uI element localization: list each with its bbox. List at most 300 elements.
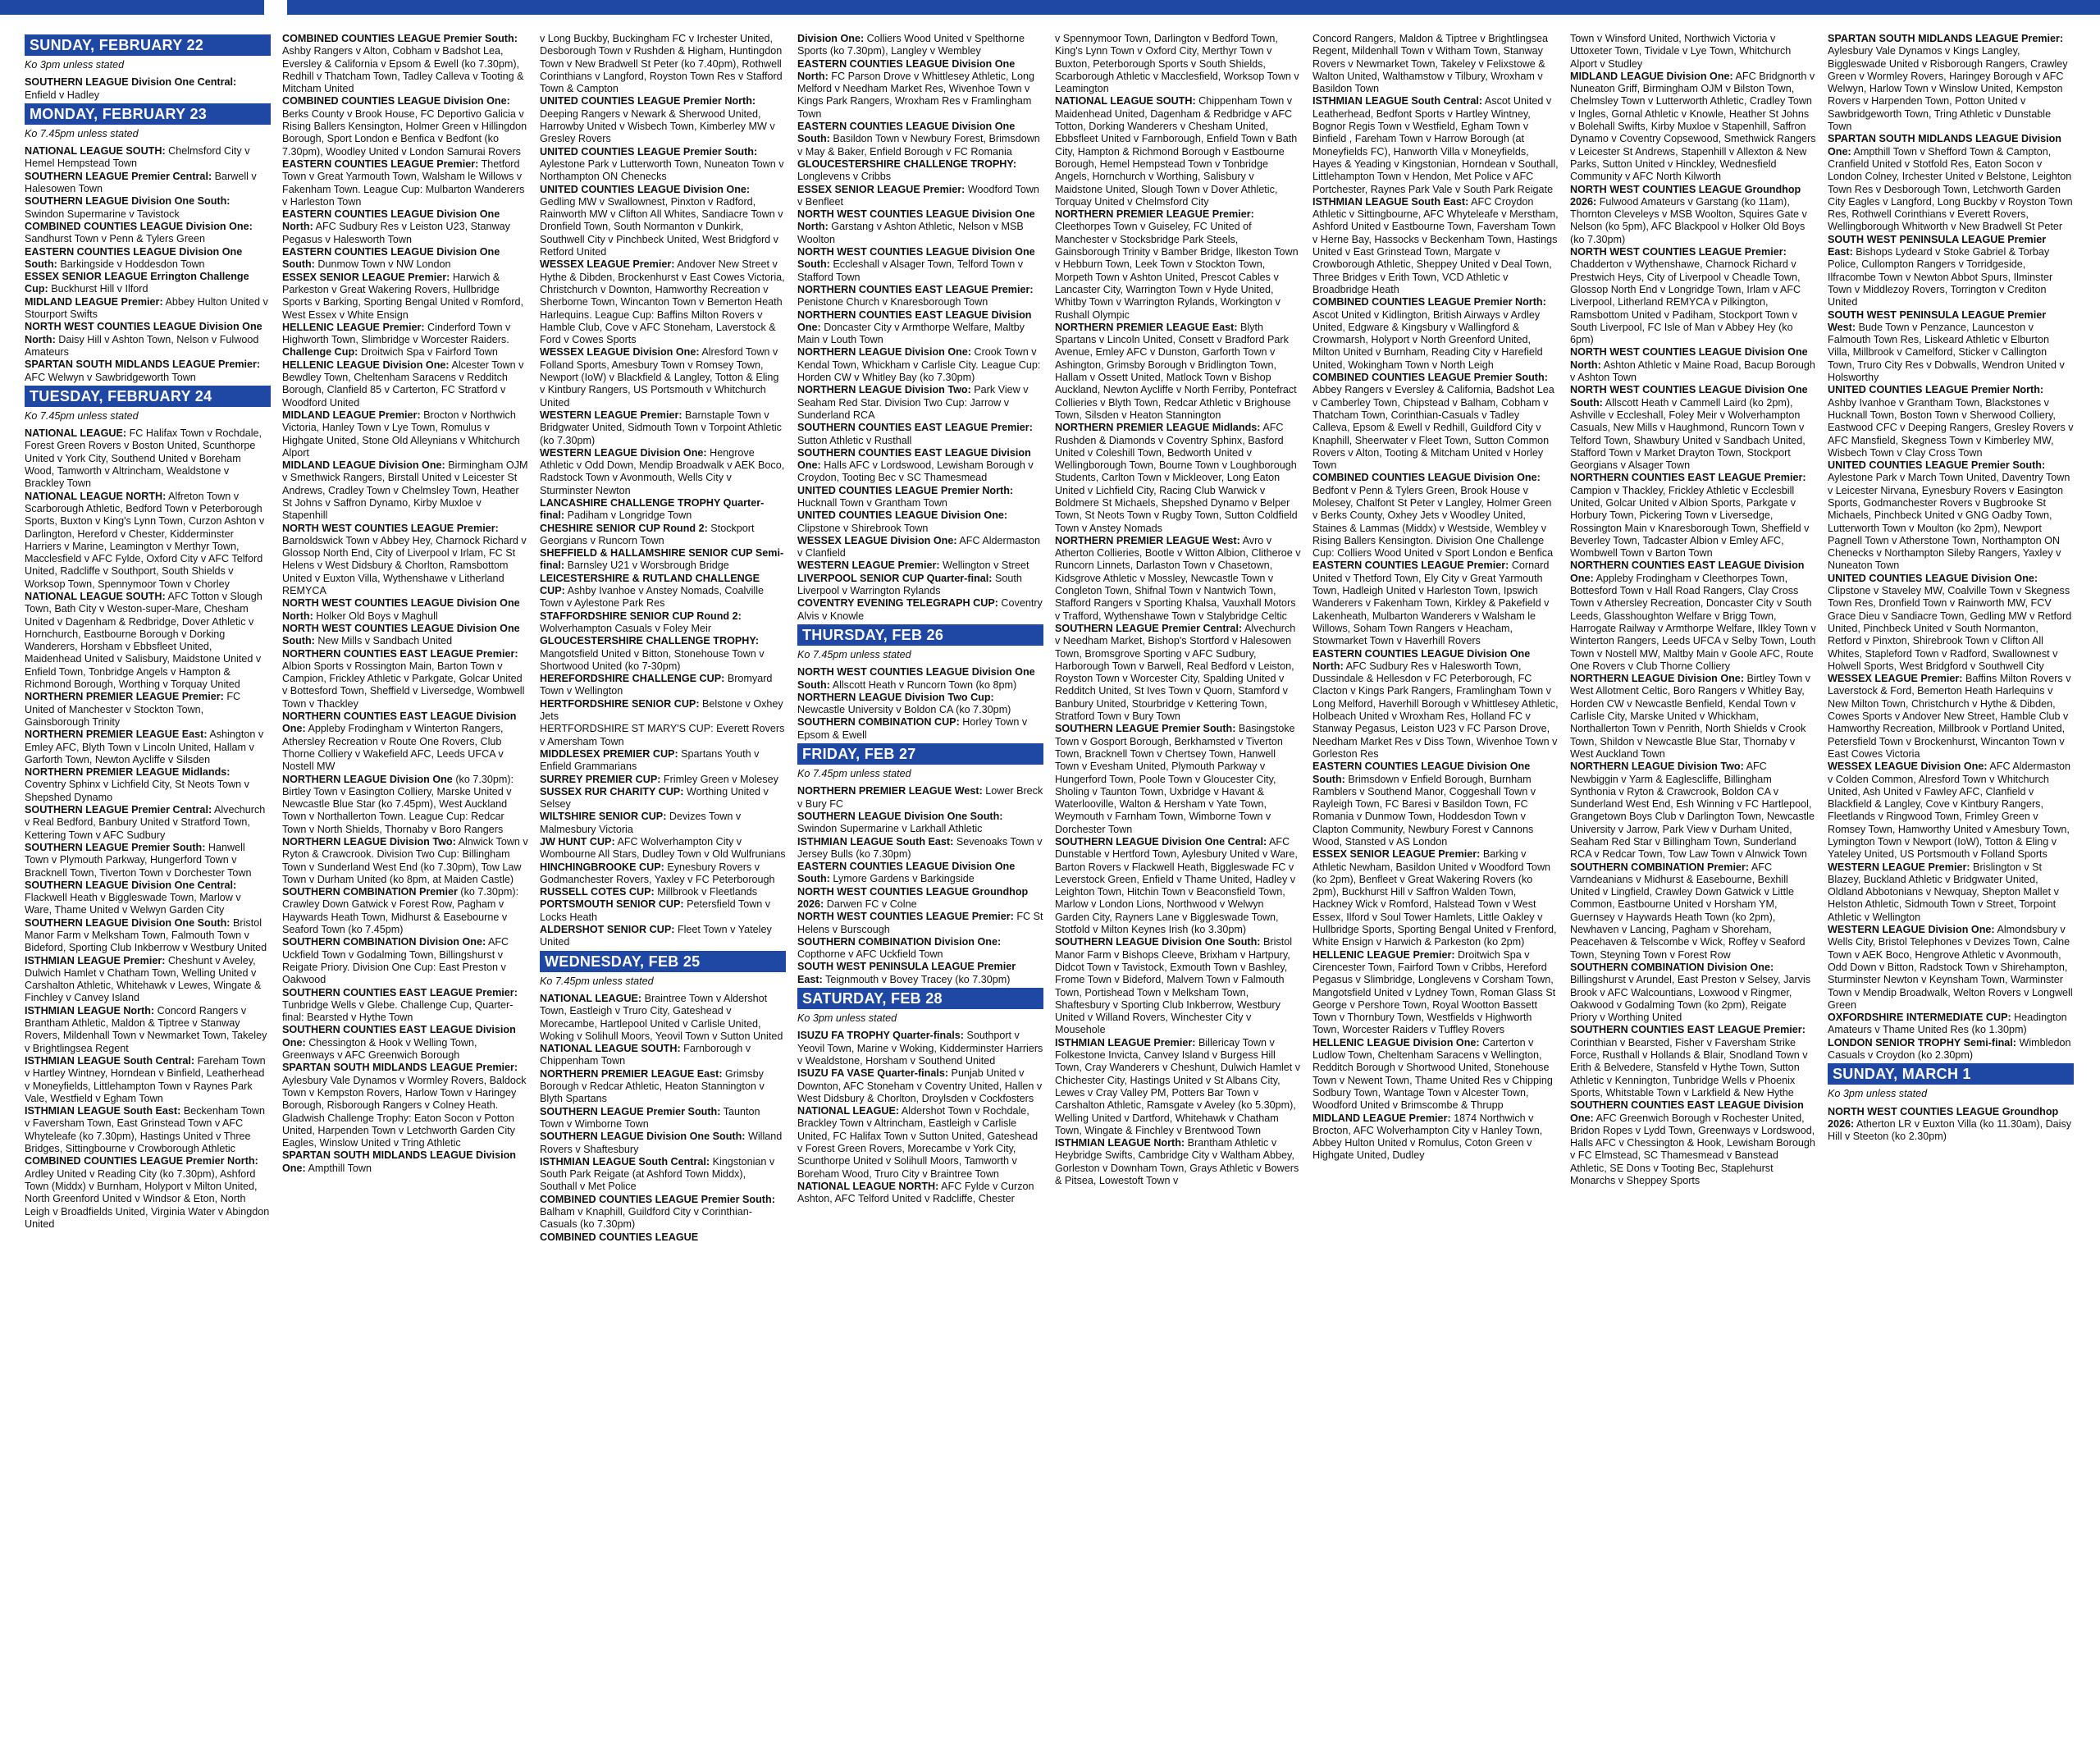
fixture-list: Ascot United v Kidlington, British Airways v Ardley United, Edgware & Kingsbury v Wallingford & Crowmarsh, Holyport v North Greenford United, Milton United v Burnham, Reading City v Harefield United, Wokingham Town v North Leigh: [1312, 308, 1543, 371]
fixture-column: [1055, 33, 1301, 1752]
fixture-entry: [797, 184, 1043, 209]
league-name: PORTSMOUTH SENIOR CUP:: [540, 898, 684, 911]
league-name: NORTHERN LEAGUE Division Two:: [282, 836, 456, 848]
league-name: HELLENIC LEAGUE Division One:: [1312, 1036, 1480, 1049]
fixture-list: Bristol Manor Farm v Melksham Town, Falmouth Town v Bideford, Sporting Club Inkberrow v Westbury United: [25, 916, 267, 954]
league-name: MIDLAND LEAGUE Division One:: [282, 459, 445, 472]
league-name: SOUTHERN LEAGUE Division One South:: [25, 916, 231, 929]
league-name: NORTHERN LEAGUE Division One:: [797, 346, 972, 359]
fixture-entry: [25, 321, 271, 359]
kickoff-note: Ko 3pm unless stated: [25, 59, 125, 71]
league-name: SOUTHERN LEAGUE Premier South:: [540, 1105, 721, 1117]
fixture-entry: [1312, 296, 1559, 372]
fixture-column: [25, 33, 271, 1752]
fixture-list: Carterton v Ludlow Town, Cheltenham Saracens v Wellington, Redditch Borough v Shortwood United, Stonehouse Town v Newent Town, Thame United Res v Chipping Sodbury Town, Wantage Town v Alcester Town, Woodford United v Brimscombe & Thrupp: [1312, 1036, 1553, 1112]
fixture-entry: [282, 95, 528, 158]
fixture-list: Eynesbury Rovers v Godmanchester Rovers, Yaxley v FC Peterborough: [540, 861, 775, 885]
league-name: SHEFFIELD & HALLAMSHIRE SENIOR CUP Semi-final:: [540, 547, 784, 572]
top-bar-gap: [264, 0, 287, 15]
fixture-entry: [797, 1067, 1043, 1105]
league-name: CHESHIRE SENIOR CUP Round 2:: [540, 522, 708, 534]
league-name: NATIONAL LEAGUE SOUTH:: [25, 145, 166, 158]
fixture-entry: [1828, 1106, 2074, 1144]
league-name: WESSEX LEAGUE Premier:: [540, 258, 675, 271]
fixture-list: Ashton Athletic v Maine Road, Bacup Borough v Ashton Town: [1570, 359, 1815, 384]
fixture-list: Deeping Rangers v Newark & Sherwood United, Harrowby United v Wisbech Town, Kimberley MW v Gresley Rovers: [540, 107, 775, 145]
fixture-list: Ardley United v Reading City (ko 7.30pm), Ashford Town (Middx) v Burnham, Holyport v Milton United, North Greenford United v Windsor & Eton, North Leigh v Broadfields United, Virginia Water v Abingdon United: [25, 1167, 270, 1230]
date-header: SATURDAY, FEB 28: [797, 988, 1043, 1009]
league-name: ISTHMIAN LEAGUE South East:: [25, 1105, 181, 1117]
fixture-entry: [797, 509, 1043, 535]
fixture-entry: [1570, 33, 1816, 71]
fixture-entry: [1055, 936, 1301, 1036]
league-name: SOUTHERN LEAGUE Premier South:: [25, 841, 206, 853]
fixture-entry: [1055, 33, 1301, 95]
league-name: NORTH WEST COUNTIES LEAGUE Premier:: [1570, 246, 1787, 258]
fixture-list: AFC Rushden & Diamonds v Coventry Sphinx, Basford United v Coleshill Town, Bedworth United v Wellingborough Town, Bourne Town v Loughborough Students, Carlton Town v Mickleover, Long Eaton United v Lichfield City, Racing Club Warwick v Boldmere St Michaels, Shepshed Dynamo v Belper Town, St Neots Town v Rugby Town, Sutton Coldfield Town v Anstey Nomads: [1055, 422, 1298, 534]
fixture-list: AFC Croydon Athletic v Sittingbourne, AFC Whyteleafe v Merstham, Ashford United v Eastbourne Town, Faversham Town v Herne Bay, Hassocks v Beckenham Town, Hastings United v East Grinstead Town, Margate v Crowborough Athletic, Sheppey United v Deal Town, Three Bridges v Erith Town, VCD Athletic v Broadbridge Heath: [1312, 195, 1559, 295]
fixture-list: AFC Newbiggin v Yarm & Eaglescliffe, Billingham Synthonia v Ryton & Crawcrook, Boldon CA v Sunderland West End, Esh Winning v FC Hartlepool, Grangetown Boys Club v Darlington Town, Newcastle University v Jarrow, Park View v Durham United, Seaham Red Star v Billingham Town, Sunderland RCA v Redcar Town, Tow Law Town v Alnwick Town: [1570, 761, 1815, 861]
kickoff-note: Ko 7.45pm unless stated: [540, 975, 654, 987]
fixture-entry: [540, 898, 786, 924]
league-name: NORTHERN LEAGUE Division Two Cup:: [797, 691, 994, 703]
fixture-list: Dunmow Town v NW London: [317, 258, 451, 271]
league-name: NATIONAL LEAGUE:: [540, 992, 642, 1004]
fixture-entry: [797, 121, 1043, 158]
fixture-entry: [797, 485, 1043, 510]
fixture-list: Bedfont v Penn & Tylers Green, Brook House v Molesey, Chalfont St Peter v Langley, Holmer Green v Berks County, Oxhey Jets v Woodley United, Staines & Lammas (Middx) v Westside, Wembley v Rising Ballers Kensington. Division One Challenge Cup: Colliers Wood United v Sport London e Benfica: [1312, 484, 1554, 560]
fixture-entry: [25, 1155, 271, 1231]
fixture-list: Chessington & Hook v Welling Town, Greenways v AFC Greenwich Borough: [282, 1036, 477, 1062]
fixture-list: Corinthian v Bearsted, Fisher v Faversham Strike Force, Rusthall v Hollands & Blair, Snodland Town v Erith & Belvedere, Stansfeld v Hythe Town, Sutton Athletic v Kennington, Tunbridge Wells v Phoenix Sports, Whitstable Town v Larkfield & New Hythe: [1570, 1036, 1808, 1099]
fixture-list: FC Halifax Town v Rochdale, Forest Green Rovers v Boston United, Scunthorpe United v York City, Southend United v Boreham Wood, Tamworth v Altrincham, Wealdstone v Brackley Town: [25, 427, 262, 490]
league-name: UNITED COUNTIES LEAGUE Premier North:: [540, 95, 756, 107]
league-name: NORTH WEST COUNTIES LEAGUE Division One North:: [25, 321, 262, 345]
fixture-list: Albion Sports v Rossington Main, Barton Town v Campion, Frickley Athletic v Parkgate, Golcar United v Bottesford Town, Sheffield v Liversedge, Wombwell Town v Thackley: [282, 660, 525, 710]
fixture-list: Alvechurch v Needham Market, Bishop's Stortford v Halesowen Town, Bromsgrove Sporting v AFC Sudbury, Harborough Town v Barwell, Real Bedford v Leiston, Royston Town v Worcester City, Spalding United v Redditch United, St Ives Town v Quorn, Stamford v Banbury United, Stourbridge v Kettering Town, Stratford Town v Bury Town: [1055, 622, 1296, 723]
league-name: NORTHERN PREMIER LEAGUE East:: [540, 1067, 723, 1080]
fixture-list: Alnwick Town v Ryton & Crawcrook. Division Two Cup: Billingham Town v Sunderland West End (ko 7.30pm), Tow Law Town v Durham United (ko 8pm, at Maiden Castle): [282, 836, 528, 885]
fixture-entry: [797, 535, 1043, 560]
league-name: WESSEX LEAGUE Division One:: [797, 534, 957, 546]
league-name: SOUTHERN COUNTIES EAST LEAGUE Premier:: [1570, 1024, 1806, 1036]
fixture-list: Hengrove Athletic v Odd Down, Mendip Broadwalk v AEK Boco, Radstock Town v Avonmouth, Wells City v Sturminster Newton: [540, 446, 785, 496]
fixture-list: FC St Helens v Burscough: [797, 911, 1043, 935]
fixture-entry: [1312, 372, 1559, 472]
league-name: JW HUNT CUP:: [540, 836, 615, 848]
league-name: HELLENIC LEAGUE Premier:: [1312, 948, 1455, 961]
fixture-entry: [1828, 761, 2074, 861]
fixture-list: Bromyard Town v Wellington: [540, 673, 773, 697]
fixture-entry: [1312, 95, 1559, 195]
league-name: SOUTHERN COMBINATION CUP:: [797, 716, 960, 729]
league-name: NORTH WEST COUNTIES LEAGUE Division One North:: [282, 597, 520, 622]
league-name: NORTH WEST COUNTIES LEAGUE Groundhop 2026:: [1570, 183, 1801, 208]
fixture-list: Cleethorpes Town v Guiseley, FC United of Manchester v Stocksbridge Park Steels, Gainsborough Trinity v Bamber Bridge, Ilkeston Town v Hebburn Town, Leek Town v Stockton Town, Morpeth Town v Ashton United, Prescot Cables v Lancaster City, Warrington Town v Hyde United, Whitby Town v Warrington Rylands, Workington v Rushall Olympic: [1055, 221, 1299, 321]
fixture-entry: [540, 610, 786, 636]
fixture-list: Millbrook v Fleetlands: [657, 886, 758, 898]
fixture-list: Punjab United v Downton, AFC Stoneham v Coventry United, Hallen v West Didsbury & Chorlton, Droylsden v Cockfosters: [797, 1067, 1043, 1104]
fixture-list: Bude Town v Penzance, Launceston v Falmouth Town Res, Liskeard Athletic v Elburton Villa, Millbrook v Camelford, Sticker v Callington Town, Truro City Res v Dobwalls, Wendron United v Holsworthy: [1828, 321, 2065, 384]
league-name: NATIONAL LEAGUE SOUTH:: [540, 1043, 681, 1055]
fixture-list: Aylesbury Vale Dynamos v Kings Langley, Biggleswade United v Risborough Rangers, Crawley Green v Wormley Rovers, Haringey Borough v AFC Welwyn, Harlow Town v Winslow United, Kempston Rovers v Harpenden Town, Potton United v Sawbridgeworth Town, Tring Athletic v Dunstable Town: [1828, 45, 2068, 133]
fixture-list: Ampthill Town: [308, 1162, 372, 1174]
league-name: NORTHERN PREMIER LEAGUE East:: [1055, 321, 1238, 333]
league-name: ISTHMIAN LEAGUE Premier:: [25, 954, 166, 966]
kickoff-note: Ko 3pm unless stated: [797, 1012, 897, 1025]
fixture-list: Cheshunt v Aveley, Dulwich Hamlet v Chatham Town, Welling United v Carshalton Athletic, Whitehawk v Lewes, Wingate & Finchley v Canvey Island: [25, 954, 262, 1004]
fixture-entry: [1570, 246, 1816, 346]
fixture-entry: [540, 673, 786, 698]
fixture-list: (ko 7.30pm): Crawley Down Gatwick v Forest Row, Pagham v Haywards Heath Town, Midhurst & Easebourne v Seaford Town (ko 7.45pm): [282, 886, 519, 936]
fixture-entry: [282, 246, 528, 272]
fixture-entry: [797, 716, 1043, 742]
fixture-list: Allscott Heath v Cammell Laird (ko 2pm), Ashville v Eccleshall, Foley Meir v Wolverhampton Casuals, New Mills v Haughmond, Runcorn Town v Telford Town, Shawbury United v Sandbach United, Stafford Town v Market Drayton Town, Stockport Georgians v Alsager Town: [1570, 396, 1806, 472]
fixture-entry: [1055, 208, 1301, 322]
league-name: NORTHERN COUNTIES EAST LEAGUE Premier:: [282, 647, 518, 660]
fixture-entry: [25, 171, 271, 196]
fixture-list: v Long Buckby, Buckingham FC v Irchester United, Desborough Town v Rushden & Higham, Huntingdon Town v New Bradwell St Peter (ko 7.40pm), Rothwell Corinthians v Langford, Royston Town Res v Stafford Town & Campton: [540, 33, 783, 95]
fixture-entry: [540, 786, 786, 811]
league-name: MIDLAND LEAGUE Premier:: [25, 295, 163, 308]
league-name: SOUTHERN LEAGUE Division One Central:: [25, 76, 237, 89]
fixture-list: Andover New Street v Hythe & Dibden, Brockenhurst v East Cowes Victoria, Christchurch v Downton, Hamworthy Recreation v Sherborne Town, Wincanton Town v Bemerton Heath Harlequins. League Cup: Baffins Milton Rovers v Hamble Club, Cove v AFC Stoneham, Laverstock & Ford v Cowes Sports: [540, 258, 785, 346]
fixture-list: Longlevens v Cribbs: [797, 171, 892, 183]
fixture-list: New Mills v Sandbach United: [317, 635, 453, 647]
fixture-entry: [797, 666, 1043, 692]
fixture-list: AFC Sudbury Res v Halesworth Town, Dussindale & Hellesdon v FC Peterborough, FC Clacton v Kings Park Rangers, Framlingham Town v Long Melford, Haverhill Borough v Whittlesey Athletic, Holbeach United v Wroxham Res, Holland FC v Stanway Pegasus, Leiston U23 v FC Parson Drove, Needham Market Res v Diss Town, Wivenhoe Town v Gorleston Res: [1312, 660, 1559, 760]
league-name: UNITED COUNTIES LEAGUE Premier South:: [540, 145, 758, 158]
league-name: NORTHERN LEAGUE Division Two:: [797, 384, 971, 396]
fixture-list: Aylestone Park v Lutterworth Town, Nuneaton Town v Northampton ON Chenecks: [540, 158, 784, 183]
fixture-list: Barnstaple Town v Bridgwater United, Sidmouth Town v Torpoint Athletic (ko 7.30pm): [540, 409, 782, 446]
fixture-entry: [540, 774, 786, 786]
fixture-entry: [797, 33, 1043, 58]
fixture-column: [540, 33, 786, 1752]
league-name: SPARTAN SOUTH MIDLANDS LEAGUE Division One:: [1828, 133, 2062, 158]
league-name: WILTSHIRE SENIOR CUP:: [540, 811, 667, 823]
league-name: NATIONAL LEAGUE SOUTH:: [25, 590, 166, 602]
fixture-entry: [1312, 648, 1559, 761]
fixture-entry: [1570, 673, 1816, 761]
fixture-entry: [797, 422, 1043, 447]
fixture-list: AFC Aldermaston v Colden Common, Alresford Town v Whitchurch United, Ash United v Fawley AFC, Clanfield v Blackfield & Langley, Cove v Kintbury Rangers, Fleetlands v Ringwood Town, Frimley Green v Romsey Town, Hamworthy United v Amesbury Town, Lymington Town v Newport (IoW), Totton & Eling v Yateley United, US Portsmouth v Folland Sports: [1828, 761, 2071, 861]
fixture-list: Billingshurst v Arundel, East Preston v Selsey, Jarvis Brook v AFC Walcountians, Loxwood v Ringmer, Oakwood v Godalming Town (ko 2pm), Reigate Priory v Worthing United: [1570, 974, 1811, 1024]
fixture-list: Fleet Town v Yateley United: [540, 924, 772, 948]
fixture-entry: [797, 346, 1043, 384]
fixture-entry: [540, 748, 786, 774]
league-name: EASTERN COUNTIES LEAGUE Premier:: [282, 158, 479, 170]
league-name: COMBINED COUNTIES LEAGUE Division One:: [25, 220, 253, 232]
fixture-list: AFC Aldermaston v Clanfield: [797, 534, 1041, 560]
league-name: NORTH WEST COUNTIES LEAGUE Division One South:: [797, 246, 1035, 271]
league-name: ISTHMIAN LEAGUE South East:: [797, 835, 954, 848]
league-name: NORTH WEST COUNTIES LEAGUE Division One South:: [282, 622, 520, 647]
fixture-entry: [282, 409, 528, 459]
fixture-list: AFC Wolverhampton City v Wombourne All Stars, Dudley Town v Old Wulfrunians: [540, 836, 786, 861]
fixture-list: Concord Rangers v Brantham Athletic, Maldon & Tiptree v Stanway Rovers, Mildenhall Town v Newmarket Town, Takeley v Brightlingsea Regent: [25, 1004, 267, 1054]
fixture-entry: [282, 208, 528, 246]
fixture-list: Chelmsford City v Hemel Hempstead Town: [25, 145, 250, 170]
fixture-entry: [540, 447, 786, 497]
fixture-list: Cinderford Town v Highworth Town, Slimbridge v Worcester Raiders.: [282, 321, 511, 346]
date-header: MONDAY, FEBRUARY 23: [25, 103, 271, 125]
fixture-entry: [797, 384, 1043, 422]
fixture-list: Atherton LR v Euxton Villa (ko 11.30am), Daisy Hill v Steeton (ko 2.30pm): [1828, 1117, 2072, 1143]
league-name: SOUTH WEST PENINSULA LEAGUE Premier East:: [797, 961, 1016, 985]
kickoff-note: Ko 7.45pm unless stated: [25, 127, 139, 139]
fixture-list: Avro v Atherton Collieries, Bootle v Witton Albion, Clitheroe v Runcorn Linnets, Darlaston Town v Chasetown, Kidsgrove Athletic v Mossley, Newcastle Town v Congleton Town, Shifnal Town v Nantwich Town, Stafford Rangers v Sporting Khalsa, Vauxhall Motors v Trafford, Wythenshawe Town v Stalybridge Celtic: [1055, 534, 1301, 622]
fixture-entry: [1570, 560, 1816, 673]
league-name: ISUZU FA TROPHY Quarter-finals:: [797, 1030, 964, 1042]
fixture-entry: [282, 886, 528, 936]
fixture-list: Taunton Town v Wimborne Town: [540, 1105, 760, 1130]
fixture-list: Penistone Church v Knaresborough Town: [797, 296, 988, 308]
fixture-list: AFC Dunstable v Hertford Town, Aylesbury United v Ware, Barton Rovers v Flackwell Heath, Biggleswade FC v Leverstock Green, Enfield v Thame United, Hadley v Leighton Town, Hitchin Town v Beaconsfield Town, Marlow v London Lions, Northwood v Welwyn Garden City, Rayners Lane v Biggleswade Town, Stotfold v Milton Keynes Irish (ko 3.30pm): [1055, 836, 1298, 936]
fixture-entry: [1055, 723, 1301, 836]
fixture-list: Eccleshall v Alsager Town, Telford Town v Stafford Town: [797, 258, 1024, 283]
league-name: SUSSEX RUR CHARITY CUP:: [540, 785, 684, 797]
fixture-entry: [1312, 196, 1559, 296]
league-name: EASTERN COUNTIES LEAGUE Division One South:: [282, 246, 500, 271]
league-name: LONDON SENIOR TROPHY Semi-final:: [1828, 1036, 2016, 1049]
top-blue-bar: [0, 0, 2100, 15]
fixture-entry: [797, 861, 1043, 886]
league-name: HERTFORDSHIRE SENIOR CUP:: [540, 697, 700, 710]
kickoff-note: Ko 7.45pm unless stated: [797, 768, 911, 780]
fixture-entry: [1828, 459, 2074, 573]
fixture-entry: [540, 635, 786, 673]
league-name: WESTERN LEAGUE Premier:: [797, 560, 940, 572]
league-name: EASTERN COUNTIES LEAGUE Division One South:: [25, 245, 243, 270]
fixture-entry: [282, 346, 528, 359]
fixture-entry: [540, 1131, 786, 1156]
fixture-entry: [25, 145, 271, 171]
fixture-list: Barwell v Halesowen Town: [25, 170, 257, 195]
league-name: SOUTH WEST PENINSULA LEAGUE Premier West:: [1828, 308, 2047, 333]
fixture-list: Cornard United v Thetford Town, Ely City v Great Yarmouth Town, Hadleigh United v Harleston Town, Ipswich Wanderers v Fakenham Town, Kirkley & Pakefield v Lakenheath, Mulbarton Wanderers v Walsham le Willows, Soham Town Rangers v Heacham, Stowmarket Town v Haverhill Rovers: [1312, 560, 1550, 647]
kickoff-note: Ko 3pm unless stated: [1828, 1088, 1928, 1100]
fixture-list: Sevenoaks Town v Jersey Bulls (ko 7.30pm): [797, 835, 1043, 860]
fixture-entry: [540, 723, 786, 748]
league-name: NORTHERN COUNTIES EAST LEAGUE Premier:: [1570, 472, 1806, 484]
fixture-list: FC Parson Drove v Whittlesey Athletic, Long Melford v Needham Market Res, Wivenhoe Town v Kings Park Rangers, Wroxham Res v Framlingham Town: [797, 70, 1035, 120]
fixture-column: [797, 33, 1043, 1752]
fixture-list: Southport v Yeovil Town, Marine v Woking, Kidderminster Harriers v Wealdstone, Horsham v Southend United: [797, 1030, 1043, 1067]
fixture-entry: [25, 591, 271, 691]
league-name: STAFFORDSHIRE SENIOR CUP Round 2:: [540, 610, 742, 622]
league-name: SOUTHERN LEAGUE Premier Central:: [1055, 622, 1243, 634]
league-name: NATIONAL LEAGUE NORTH:: [25, 490, 167, 502]
fixture-entry: [797, 284, 1043, 309]
fixture-list: Berks County v Brook House, FC Deportivo Galicia v Rising Ballers Kensington, Holmer Green v Hillingdon Borough, Sport London e Benfica v Bedfont (ko 7.30pm), Woodley United v London Samurai Rovers: [282, 107, 527, 158]
date-header: THURSDAY, FEB 26: [797, 624, 1043, 646]
league-name: MIDLAND LEAGUE Premier:: [282, 409, 421, 421]
league-name: NORTHERN PREMIER LEAGUE Premier:: [1055, 208, 1254, 221]
fixture-entry: [1312, 1113, 1559, 1163]
fixture-entry: [1570, 962, 1816, 1024]
fixture-entry: [25, 271, 271, 296]
fixture-entry: [1055, 422, 1301, 535]
fixture-list: FC United of Manchester v Stockton Town, Gainsborough Trinity: [25, 691, 241, 728]
fixture-list: Garstang v Ashton Athletic, Nelson v MSB Woolton: [797, 221, 1024, 245]
league-name: ESSEX SENIOR LEAGUE Errington Challenge Cup:: [25, 271, 249, 295]
fixture-entry: [797, 597, 1043, 623]
fixture-entry: [540, 886, 786, 898]
fixture-entry: [1055, 1037, 1301, 1137]
fixture-entry: [797, 58, 1043, 121]
fixture-entry: [540, 1043, 786, 1068]
fixture-entry: [282, 623, 528, 648]
fixture-entry: [540, 33, 786, 95]
league-name: NORTHERN LEAGUE Division Two:: [1570, 761, 1744, 773]
fixture-list: Padiham v Longridge Town: [567, 509, 692, 522]
league-name: WESTERN LEAGUE Premier:: [540, 409, 682, 421]
league-name: Division One:: [797, 33, 865, 44]
fixture-entry: [1312, 949, 1559, 1037]
fixture-column: [282, 33, 528, 1752]
league-name: COVENTRY EVENING TELEGRAPH CUP:: [797, 597, 998, 610]
fixture-list: Frimley Green v Molesey: [663, 773, 778, 785]
fixture-entry: [540, 861, 786, 887]
league-name: SOUTHERN LEAGUE Division One South:: [1055, 936, 1261, 948]
fixture-list: Droitwich Spa v Cirencester Town, Fairford Town v Cribbs, Hereford Pegasus v Slimbridge, Longlevens v Corsham Town, Mangotsfield United v Lydney Town, Roman Glass St George v Pershore Town, Royal Wootton Bassett Town v Thornbury Town, Westfields v Highworth Town, Worcester Raiders v Tuffley Rovers: [1312, 948, 1556, 1036]
fixture-list: Ashby Rangers v Alton, Cobham v Badshot Lea, Eversley & California v Epsom & Ewell (ko 7.30pm), Redhill v Thatcham Town, Tadley Calleva v Tooting & Mitcham United: [282, 45, 524, 95]
kickoff-note: Ko 7.45pm unless stated: [25, 409, 139, 422]
fixture-list: Ashby Ivanhoe v Grantham Town, Blackstones v Hucknall Town, Boston Town v Sherwood Colliery, Eastwood CFC v Deeping Rangers, Gresley Rovers v AFC Mansfield, Skegness Town v Kimberley MW, Wisbech Town v Clay Cross Town: [1828, 396, 2074, 459]
fixture-list: Fareham Town v Hartley Wintney, Horndean v Binfield, Leatherhead v Moneyfields, Littlehampton Town v Raynes Park Vale, Westfield v Egham Town: [25, 1054, 266, 1104]
fixture-list: Enfield v Hadley: [25, 89, 100, 101]
fixture-entry: [1828, 673, 2074, 761]
fixture-entry: [540, 836, 786, 861]
fixture-entry: [1828, 861, 2074, 924]
fixture-entry: [540, 346, 786, 409]
fixture-entry: [540, 258, 786, 346]
fixture-entry: [282, 1149, 528, 1175]
fixture-list: Almondsbury v Wells City, Bristol Telephones v Devizes Town, Calne Town v AEK Boco, Hengrove Athletic v Avonmouth, Odd Down v Bitton, Radstock Town v Shirehampton, Sturminster Newton v Keynsham Town, Warminster Town v Mendip Broadwalk, Welton Rovers v Longwell Green: [1828, 924, 2073, 1011]
fixture-list: Alcester Town v Bewdley Town, Cheltenham Saracens v Redditch Borough, Clanfield 85 v Carterton, FC Stratford v Woodford United: [282, 359, 524, 409]
league-name: SOUTHERN COMBINATION Premier: [282, 886, 458, 898]
league-name: COMBINED COUNTIES LEAGUE Premier North:: [25, 1155, 258, 1167]
fixture-entry: [797, 811, 1043, 836]
league-name: COMBINED COUNTIES LEAGUE Division One:: [282, 95, 510, 107]
league-name: NORTH WEST COUNTIES LEAGUE Division One North:: [1570, 346, 1808, 371]
fixture-list: AFC Fylde v Curzon Ashton, AFC Telford United v Radcliffe, Chester: [797, 1180, 1034, 1205]
fixture-entry: [540, 1156, 786, 1194]
league-name: MIDLAND LEAGUE Division One:: [1570, 70, 1733, 82]
fixture-entry: [797, 246, 1043, 284]
fixture-entry: [1828, 1037, 2074, 1062]
league-name: NORTHERN COUNTIES EAST LEAGUE Division One:: [797, 308, 1032, 333]
fixture-entry: [797, 1030, 1043, 1067]
fixture-list: Town v Winsford United, Northwich Victoria v Uttoxeter Town, Tividale v Lye Town, Whitchurch Alport v Studley: [1570, 33, 1792, 70]
league-name: SOUTHERN COUNTIES EAST LEAGUE Premier:: [282, 986, 518, 998]
fixture-entry: [25, 1105, 271, 1155]
fixture-entry: [540, 409, 786, 447]
fixture-list: Bristol Manor Farm v Bishops Cleeve, Brixham v Hartpury, Didcot Town v Tavistock, Exmouth Town v Bashley, Frome Town v Bideford, Malvern Town v Falmouth Town, Portishead Town v Melksham Town, Shaftesbury v Sporting Club Inkberrow, Westbury United v Willand Rovers, Winchester City v Mousehole: [1055, 936, 1292, 1036]
league-name: NORTHERN COUNTIES EAST LEAGUE Premier:: [797, 283, 1034, 295]
fixture-list: Brimsdown v Enfield Borough, Burnham Ramblers v Southend Manor, Coggeshall Town v Rayleigh Town, FC Baresi v Basildon Town, FC Romania v Dunmow Town, Hoddesdon Town v Clapton Community, Newbury Forest v Cannons Wood, Stansted v AS London: [1312, 773, 1536, 848]
fixture-list: Teignmouth v Bovey Tracey (ko 7.30pm): [825, 973, 1011, 985]
league-name: NORTH WEST COUNTIES LEAGUE Groundhop 2026:: [1828, 1105, 2059, 1130]
league-name: COMBINED COUNTIES LEAGUE Premier North:: [1312, 296, 1546, 308]
fixture-list: Stockport Georgians v Runcorn Town: [540, 522, 755, 546]
fixture-list: Concord Rangers, Maldon & Tiptree v Brightlingsea Regent, Mildenhall Town v Witham Town, Stanway Rovers v Newmarket Town, Takeley v Felixstowe & Walton United, Walthamstow v Tilbury, Wroxham v Basildon Town: [1312, 33, 1549, 95]
fixture-entry: [540, 1194, 786, 1231]
fixture-list: Billericay Town v Folkestone Invicta, Canvey Island v Burgess Hill Town, Cray Wanderers v Cheshunt, Dulwich Hamlet v Chichester City, Hastings United v St Albans City, Lewes v Cray Valley PM, Potters Bar Town v Carshalton Athletic, Ramsgate v Aveley (ko 5.30pm), Welling United v Dartford, Whitehawk v Chatham Town, Wingate & Finchley v Brentwood Town: [1055, 1036, 1301, 1136]
fixture-list: Farnborough v Chippenham Town: [540, 1043, 751, 1067]
fixture-entry: [797, 692, 1043, 717]
fixture-list: Hanwell Town v Plymouth Parkway, Hungerford Town v Bracknell Town, Tiverton Town v Dorchester Town: [25, 841, 252, 879]
league-name: EASTERN COUNTIES LEAGUE Division One North:: [1312, 647, 1531, 672]
league-name: SOUTHERN LEAGUE Premier Central:: [25, 804, 212, 816]
fixture-list: Barnoldswick Town v Abbey Hey, Charnock Richard v Glossop North End, City of Liverpool v Irlam, FC St Helens v West Didsbury & Chorlton, Ramsbottom United v Euxton Villa, Wythenshawe v Litherland REMYCA: [282, 534, 527, 597]
league-name: HINCHINGBROOKE CUP:: [540, 861, 664, 873]
fixture-entry: [25, 917, 271, 955]
fixture-entry: [540, 95, 786, 145]
fixture-list: Copthorne v AFC Uckfield Town: [797, 948, 943, 961]
league-name: WESSEX LEAGUE Division One:: [1828, 761, 1988, 773]
date-header: TUESDAY, FEBRUARY 24: [25, 386, 271, 407]
fixture-entry: [1570, 184, 1816, 246]
fixture-list: Clipstone v Staveley MW, Coalville Town v Skegness Town Res, Dronfield Town v Rainworth MW, FCV Grace Dieu v Sandiacre Town, Gedling MW v Retford United, Pinchbeck United v South Normanton, Retford v Pinxton, Shirebrook Town v Clifton All Whites, Stapleford Town v Radford, Swallownest v Holwell Sports, West Bridgford v Southwell City: [1828, 585, 2072, 672]
league-name: UNITED COUNTIES LEAGUE Division One:: [540, 183, 751, 195]
fixture-entry: [1055, 95, 1301, 208]
fixture-list: Basildon Town v Newbury Forest, Brimsdown v May & Baker, Enfield Borough v FC Romania: [797, 133, 1040, 158]
fixture-list: Grimsby Borough v Redcar Athletic, Heaton Stannington v Blyth Spartans: [540, 1067, 765, 1105]
fixture-entry: [1055, 535, 1301, 623]
fixture-list: Swindon Supermarine v Larkhall Athletic: [797, 823, 983, 835]
fixture-list: Mangotsfield United v Bitton, Stonehouse Town v Shortwood United (ko 7-30pm): [540, 647, 765, 672]
fixture-entry: [1828, 384, 2074, 459]
league-name: COMBINED COUNTIES LEAGUE Premier South:: [540, 1193, 775, 1205]
fixture-list: Chippenham Town v Maidenhead United, Dagenham & Redbridge v AFC Totton, Dorking Wanderers v Chesham United, Ebbsfleet United v Farnborough, Enfield Town v Bath City, Hampton & Richmond Borough v Eastbourne Borough, Hemel Hempstead Town v Tonbridge Angels, Hornchurch v Worthing, Salisbury v Maidstone United, Slough Town v Dover Athletic, Torquay United v Chelmsford City: [1055, 95, 1298, 208]
league-name: NORTHERN COUNTIES EAST LEAGUE Division One:: [1570, 560, 1805, 584]
fixture-list: Alvechurch v Real Bedford, Banbury United v Stratford Town, Kettering Town v AFC Sudbury: [25, 804, 266, 841]
fixture-list: Baffins Milton Rovers v Laverstock & Ford, Bemerton Heath Harlequins v New Milton Town, Christchurch v Hythe & Dibden, Cowes Sports v Andover New Street, Hamble Club v Hamworthy Recreation, Millbrook v Portland United, Petersfield Town v Brockenhurst, Wincanton Town v East Cowes Victoria: [1828, 673, 2071, 760]
league-name: ISTHMIAN LEAGUE South Central:: [25, 1054, 195, 1067]
fixture-entry: [282, 33, 528, 95]
league-name: ESSEX SENIOR LEAGUE Premier:: [1312, 848, 1481, 861]
fixture-list: Ashington v Emley AFC, Blyth Town v Lincoln United, Hallam v Garforth Town, Newton Aycliffe v Silsden: [25, 729, 264, 765]
fixture-entry: [282, 523, 528, 598]
league-name: SPARTAN SOUTH MIDLANDS LEAGUE Premier:: [25, 359, 261, 371]
league-name: SOUTHERN LEAGUE Division One Central:: [1055, 836, 1267, 848]
fixture-list: Sutton Athletic v Rusthall: [797, 434, 912, 446]
fixture-list: 1874 Northwich v Brocton, AFC Wolverhampton City v Hanley Town, Abbey Hulton United v Romulus, Coton Green v Highgate United, Dudley: [1312, 1112, 1543, 1162]
fixture-list: AFC Greenwich Borough v Rochester United, Bridon Ropes v Lydd Town, Greenways v Lordswood, Halls AFC v Chessington & Hook, Lewisham Borough v FC Elmstead, SC Thamesmead v Banstead Athletic, SE Dons v Tooting Bec, Staplehurst Monarchs v Sheppey Sports: [1570, 1112, 1815, 1187]
fixture-entry: [540, 698, 786, 724]
fixture-list: Brocton v Northwich Victoria, Hanley Town v Lye Town, Romulus v Highgate United, Stone Old Alleynians v Whitchurch Alport: [282, 409, 520, 459]
fixture-entry: [282, 936, 528, 986]
fixture-entry: [797, 886, 1043, 911]
fixture-list: Abbey Rangers v Eversley & California, Badshot Lea v Camberley Town, Chipstead v Balham, Cobham v Thatcham Town, Corinthian-Casuals v Tadley Calleva, Epsom & Ewell v Redhill, Guildford City v Knaphill, Sheerwater v Fleet Town, Sutton Common Rovers v Alton, Tooting & Mitcham United v Horley Town: [1312, 384, 1554, 472]
league-name: COMBINED COUNTIES LEAGUE: [540, 1231, 699, 1243]
league-name: COMBINED COUNTIES LEAGUE Premier South:: [1312, 372, 1548, 384]
league-name: SOUTHERN LEAGUE Division One Central:: [25, 879, 237, 891]
league-name: MIDLAND LEAGUE Premier:: [1312, 1112, 1451, 1124]
league-name: ESSEX SENIOR LEAGUE Premier:: [282, 271, 450, 283]
fixture-list: Holker Old Boys v Maghull: [316, 610, 438, 622]
fixture-list: Doncaster City v Armthorpe Welfare, Maltby Main v Louth Town: [797, 321, 1025, 346]
fixture-list: Wimbledon Casuals v Croydon (ko 2.30pm): [1828, 1036, 2071, 1062]
league-name: SOUTHERN COMBINATION Division One:: [1570, 961, 1774, 973]
fixture-list: Harwich & Parkeston v Great Wakering Rovers, Hullbridge Sports v Barking, Sporting Bengal United v Romford, West Essex v White Ensign: [282, 271, 523, 321]
fixture-entry: [25, 691, 271, 729]
fixture-list: Woodford Town v Benfleet: [797, 183, 1039, 208]
fixture-list: Ampthill Town v Shefford Town & Campton, Cranfield United v Stotfold Res, Eaton Socon v London Colney, Irchester United v Belstone, Leighton Town Res v Desborough Town, Letchworth Garden City Eagles v Langford, Long Buckby v Royston Town Res, Rothwell Corinthians v Everett Rovers, Wellingborough Whitworth v New Bradwell St Peter: [1828, 145, 2073, 233]
league-name: NATIONAL LEAGUE NORTH:: [797, 1180, 939, 1192]
